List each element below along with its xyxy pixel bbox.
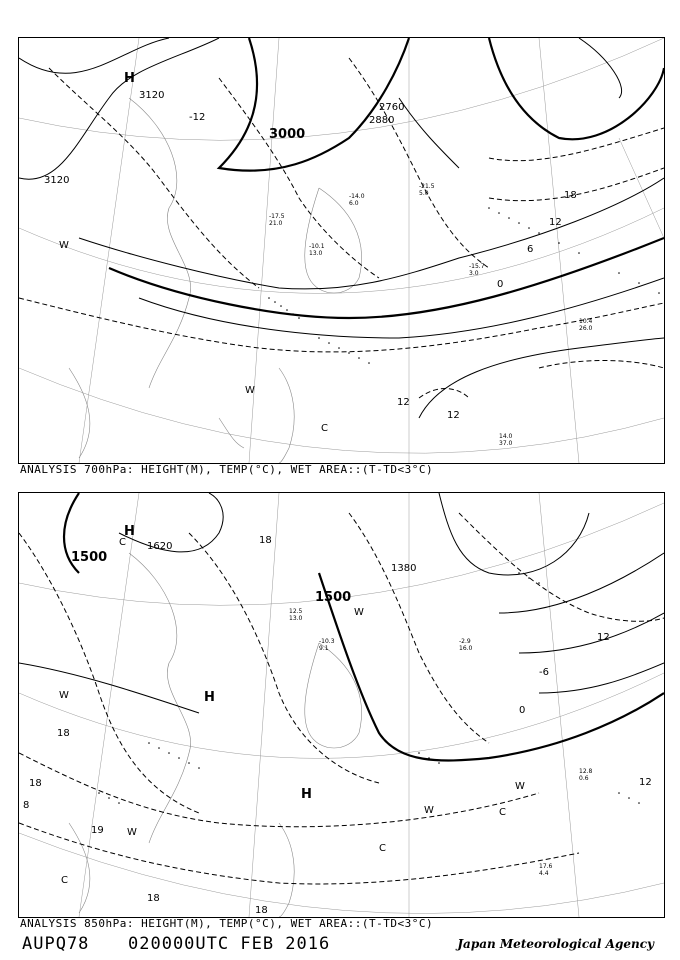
svg-text:-10.3: -10.3 <box>319 638 335 645</box>
cold-label-1: C <box>61 875 68 886</box>
height-label-1620: 1620 <box>147 541 173 552</box>
coastlines-850 <box>69 553 362 917</box>
svg-text:10.4: 10.4 <box>579 318 593 325</box>
svg-text:-15.7: -15.7 <box>469 263 485 270</box>
chart-code: AUPQ78 <box>22 934 90 954</box>
temp-label-0: 0 <box>519 705 526 716</box>
svg-text:14.0: 14.0 <box>499 433 513 440</box>
high-north-label: H <box>124 524 135 539</box>
svg-text:37.0: 37.0 <box>499 440 513 447</box>
svg-text:13.0: 13.0 <box>289 615 303 622</box>
svg-text:6.0: 6.0 <box>349 200 359 207</box>
svg-text:3.0: 3.0 <box>469 270 479 277</box>
map-panel-850hpa <box>18 492 665 918</box>
height-contours-850 <box>19 493 664 760</box>
svg-text:26.0: 26.0 <box>579 325 593 332</box>
warm-label-5: W <box>127 827 137 838</box>
agency-name: Japan Meteorological Agency <box>457 937 654 951</box>
svg-text:-2.9: -2.9 <box>459 638 471 645</box>
valid-time: 020000UTC FEB 2016 <box>128 934 331 954</box>
svg-text:13.0: 13.0 <box>309 250 323 257</box>
svg-text:-10.1: -10.1 <box>309 243 325 250</box>
svg-text:12.8: 12.8 <box>579 768 593 775</box>
temp-label-6: 6 <box>527 244 534 255</box>
svg-text:-14.0: -14.0 <box>349 193 365 200</box>
warm-label-1: W <box>59 690 69 701</box>
height-label-3120a: 3120 <box>139 90 165 101</box>
temp-label-18c: 18 <box>259 535 272 546</box>
svg-text:17.6: 17.6 <box>539 863 553 870</box>
height-contours <box>19 38 664 418</box>
temp-label-8: 8 <box>23 800 30 811</box>
svg-text:0.6: 0.6 <box>579 775 589 782</box>
temp-label-18: 18 <box>564 190 577 201</box>
svg-text:5.0: 5.0 <box>419 190 429 197</box>
svg-text:-21.5: -21.5 <box>419 183 435 190</box>
cold-label-2: C <box>379 843 386 854</box>
temp-label-6: -6 <box>539 667 549 678</box>
temp-label-12: 12 <box>549 217 562 228</box>
temp-label-19: 19 <box>91 825 104 836</box>
height-label-1500a: 1500 <box>71 550 108 565</box>
latlon-grid <box>19 38 664 463</box>
map-panel-700hpa <box>18 37 665 464</box>
height-label-3000: 3000 <box>269 127 306 142</box>
svg-text:21.0: 21.0 <box>269 220 283 227</box>
warm-label-4: W <box>515 781 525 792</box>
cold-label-4: C <box>119 537 126 548</box>
height-label-1500b: 1500 <box>315 590 352 605</box>
warm-label-1: W <box>59 240 69 251</box>
cold-label-3: C <box>499 807 506 818</box>
temp-label-18d: 18 <box>147 893 160 904</box>
svg-text:-17.5: -17.5 <box>269 213 285 220</box>
map-700hpa <box>19 38 664 463</box>
svg-text:12.5: 12.5 <box>289 608 303 615</box>
height-label-3120b: 3120 <box>44 175 70 186</box>
station-plots-850 <box>289 608 593 877</box>
height-label-2880: 2880 <box>369 115 395 126</box>
latlon-grid-850 <box>19 493 664 917</box>
svg-text:4.4: 4.4 <box>539 870 549 877</box>
high-center-label: H <box>124 71 135 86</box>
high-south-label: H <box>301 787 312 802</box>
coastlines <box>69 98 362 463</box>
temp-label-18b: 18 <box>29 778 42 789</box>
caption-850hpa: ANALYSIS 850hPa: HEIGHT(M), TEMP(°C), WET AREA::(T-TD<3°C) <box>20 917 434 930</box>
warm-label-2: W <box>245 385 255 396</box>
temp-label-0: 0 <box>497 279 504 290</box>
map-850hpa <box>19 493 664 917</box>
temp-label-neg12: -12 <box>189 112 206 123</box>
temperature-contours-850 <box>19 513 664 884</box>
temp-label-18e: 18 <box>255 905 268 916</box>
height-label-1380: 1380 <box>391 563 417 574</box>
svg-text:9.1: 9.1 <box>319 645 329 652</box>
caption-700hpa: ANALYSIS 700hPa: HEIGHT(M), TEMP(°C), WET AREA::(T-TD<3°C) <box>20 463 434 476</box>
wet-area-stipple <box>268 207 660 364</box>
temp-label-12b: 12 <box>639 777 652 788</box>
temp-label-18a: 18 <box>57 728 70 739</box>
temperature-contours <box>19 58 664 398</box>
temp-label-12b: 12 <box>397 397 410 408</box>
cold-label-south: C <box>321 423 328 434</box>
svg-text:16.0: 16.0 <box>459 645 473 652</box>
temp-label-12a: 12 <box>597 632 610 643</box>
height-label-2760: 2760 <box>379 102 405 113</box>
warm-label-3: W <box>424 805 434 816</box>
high-mid-label: H <box>204 690 215 705</box>
temp-label-12c: 12 <box>447 410 460 421</box>
warm-label-2: W <box>354 607 364 618</box>
wet-area-stipple-850 <box>98 572 640 804</box>
